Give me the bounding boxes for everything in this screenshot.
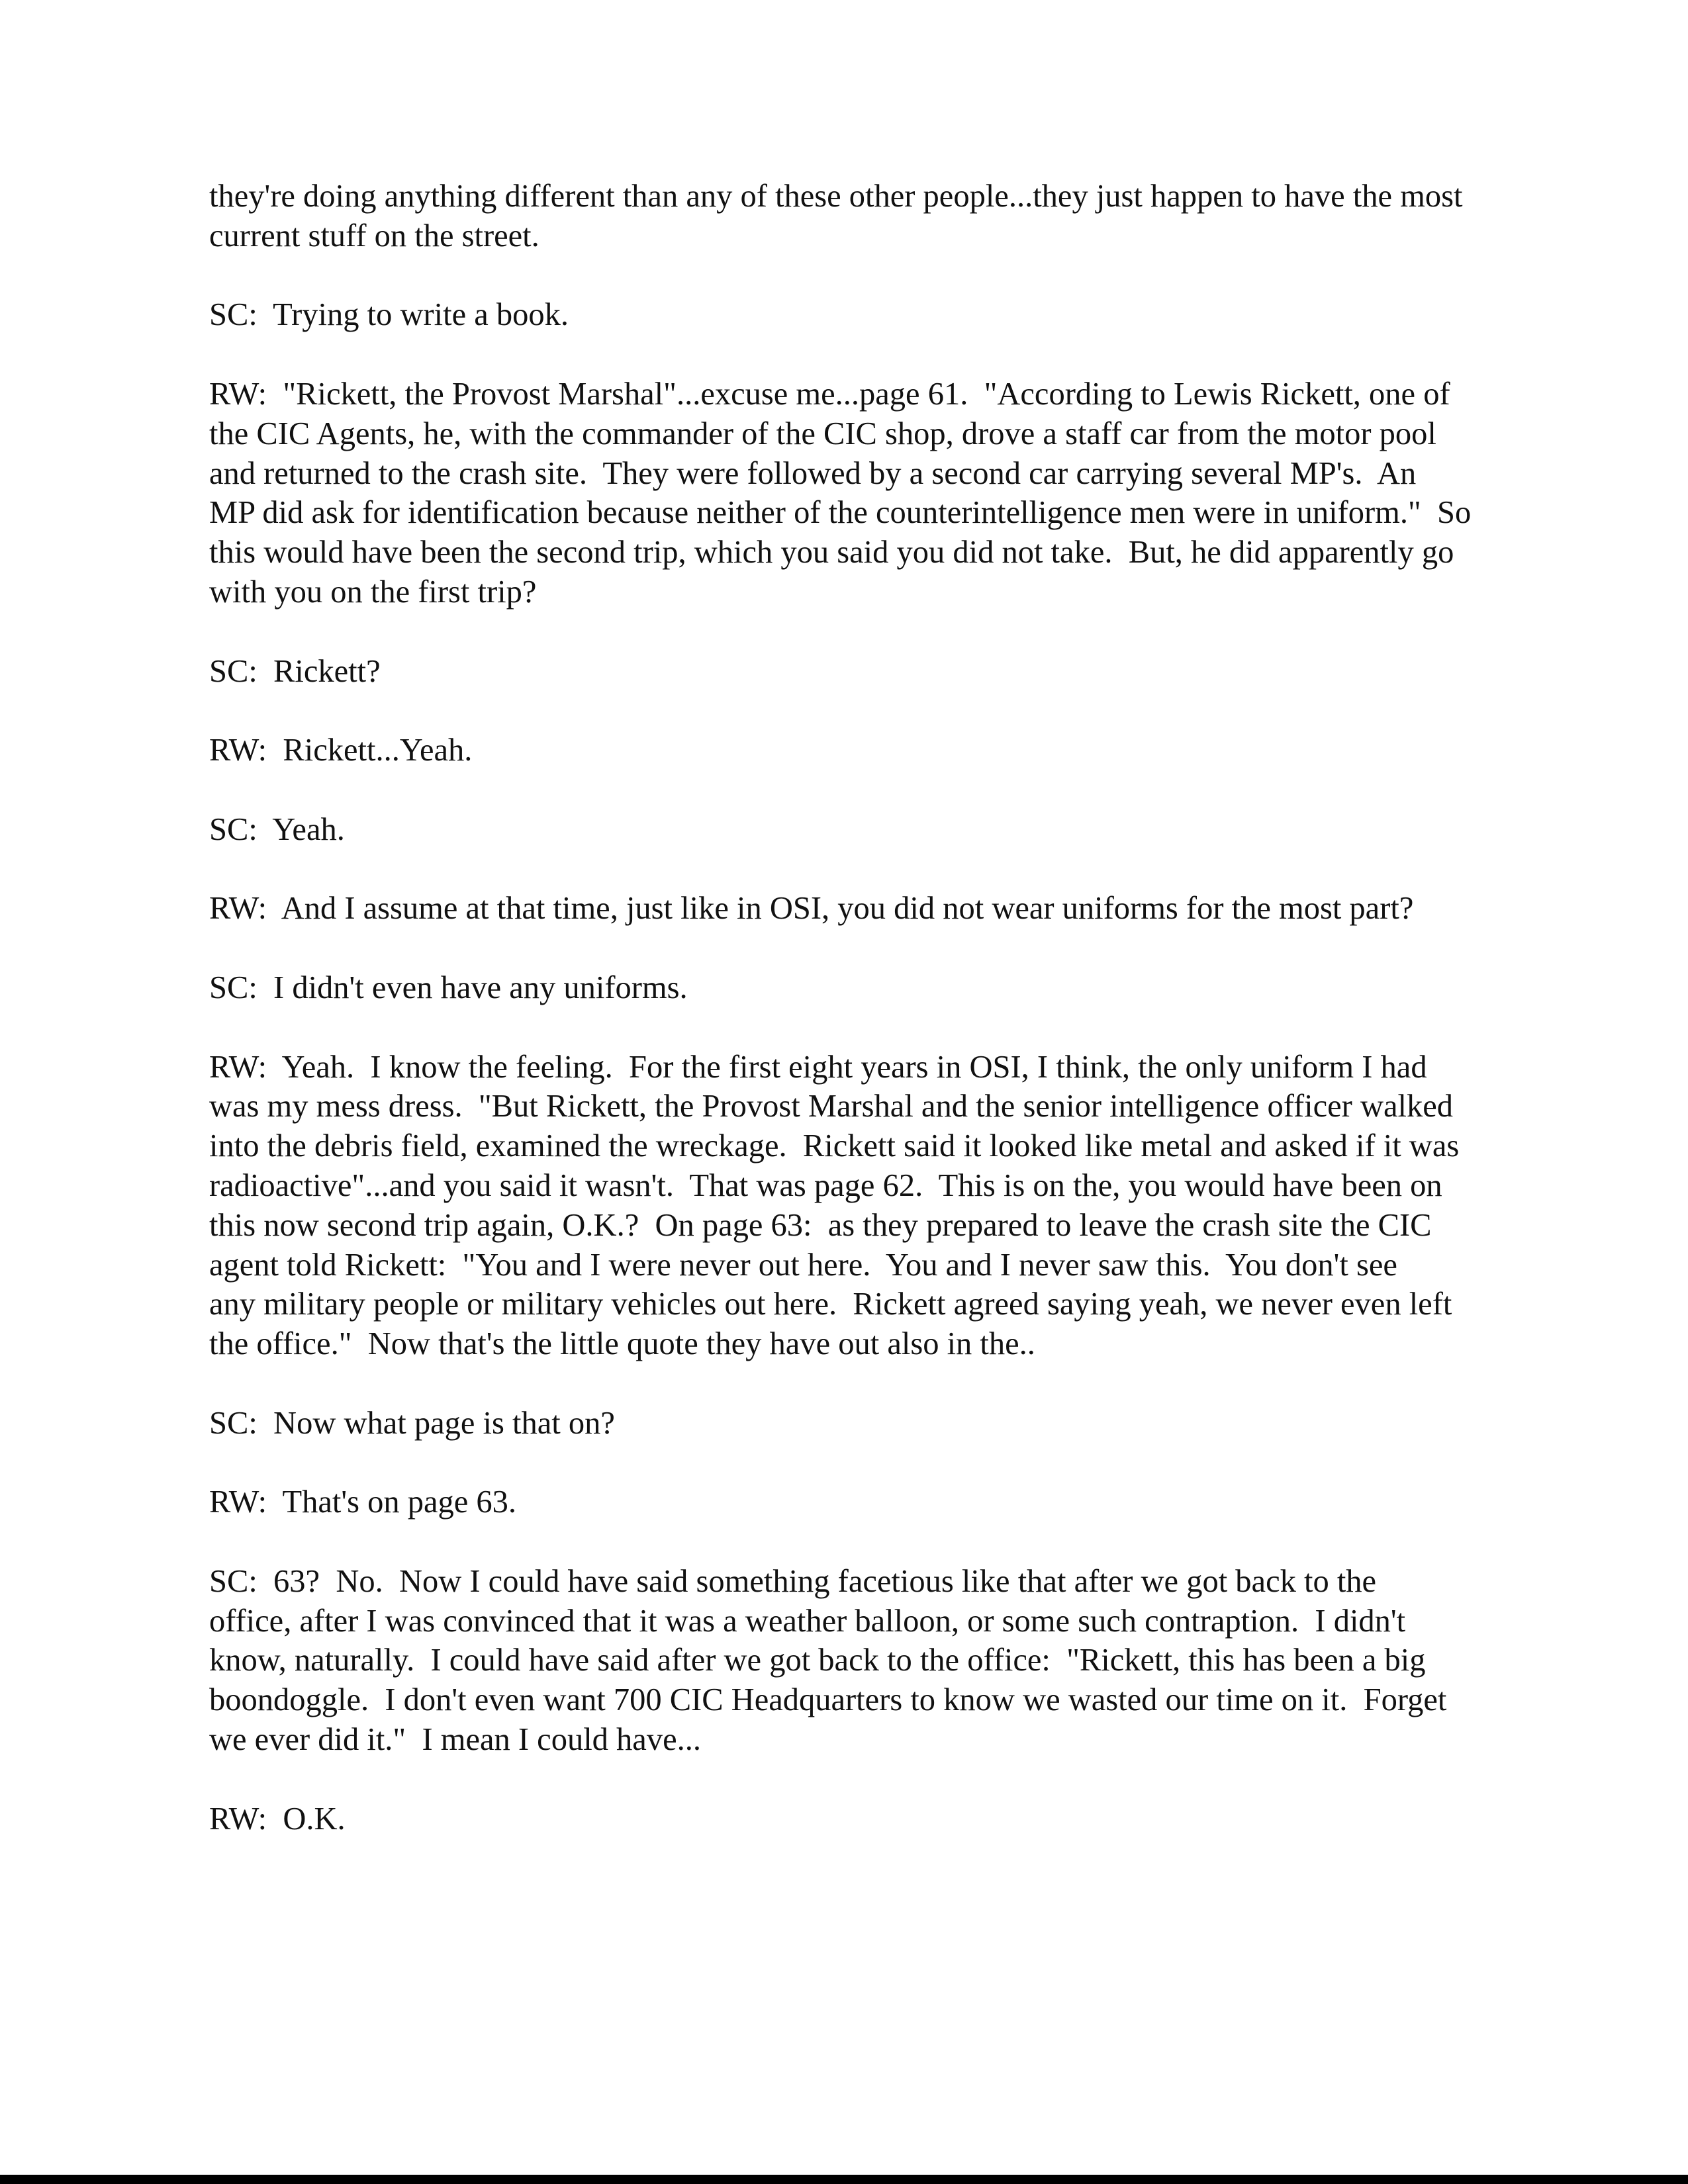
transcript-paragraph [209, 1482, 1533, 1522]
text-line: and returned to the crash site. They were followed by a second car carrying several MP's. An [209, 455, 1417, 491]
transcript-paragraph [209, 810, 1533, 850]
text-line: SC: Trying to write a book. [209, 297, 569, 333]
transcript-paragraph [209, 295, 1533, 335]
transcript-paragraph [209, 1048, 1533, 1364]
text-line: RW: Rickett...Yeah. [209, 733, 473, 768]
text-line: MP did ask for identification because neither of the counterintelligence men were in uniform." So [209, 495, 1472, 531]
scan-edge-bar [0, 2175, 1688, 2184]
text-line: into the debris field, examined the wreckage. Rickett said it looked like metal and asked if it was [209, 1128, 1460, 1164]
transcript-paragraph [209, 1562, 1533, 1760]
text-line: we ever did it." I mean I could have... [209, 1722, 701, 1758]
transcript-paragraph [209, 889, 1533, 929]
text-line: SC: Rickett? [209, 653, 381, 689]
transcript-paragraph [209, 652, 1533, 692]
text-line: RW: And I assume at that time, just like in OSI, you did not wear uniforms for the most part? [209, 891, 1414, 927]
transcript-paragraph [209, 1404, 1533, 1443]
text-line: radioactive"...and you said it wasn't. That was page 62. This is on the, you would have been on [209, 1167, 1442, 1203]
text-line: SC: Yeah. [209, 811, 345, 847]
transcript-paragraph [209, 177, 1533, 256]
text-line: the CIC Agents, he, with the commander of the CIC shop, drove a staff car from the motor pool [209, 416, 1436, 451]
text-line: RW: That's on page 63. [209, 1484, 517, 1520]
transcript-paragraph [209, 731, 1533, 770]
text-line: RW: Yeah. I know the feeling. For the first eight years in OSI, I think, the only uniform I had [209, 1049, 1427, 1085]
text-line: they're doing anything different than any of these other people...they just happen to have the most [209, 179, 1463, 214]
text-line: any military people or military vehicles out here. Rickett agreed saying yeah, we never even left [209, 1287, 1452, 1322]
text-line: RW: O.K. [209, 1801, 346, 1837]
text-line: the office." Now that's the little quote they have out also in the.. [209, 1326, 1035, 1362]
text-line: know, naturally. I could have said after we got back to the office: "Rickett, this has been a big [209, 1643, 1426, 1678]
text-line: SC: 63? No. Now I could have said something facetious like that after we got back to the [209, 1563, 1377, 1599]
transcript-paragraph [209, 968, 1533, 1008]
text-line: office, after I was convinced that it was a weather balloon, or some such contraption. I didn't [209, 1603, 1406, 1639]
transcript-paragraph [209, 1799, 1533, 1839]
text-line: agent told Rickett: "You and I were never out here. You and I never saw this. You don't see [209, 1247, 1397, 1283]
text-line: was my mess dress. "But Rickett, the Provost Marshal and the senior intelligence officer walked [209, 1089, 1453, 1124]
text-line: with you on the first trip? [209, 574, 537, 610]
text-line: RW: "Rickett, the Provost Marshal"...excuse me...page 61. "According to Lewis Rickett, one of [209, 376, 1450, 412]
text-line: this would have been the second trip, which you said you did not take. But, he did apparently go [209, 535, 1454, 570]
text-line: SC: I didn't even have any uniforms. [209, 970, 688, 1005]
text-line: SC: Now what page is that on? [209, 1405, 615, 1441]
text-line: boondoggle. I don't even want 700 CIC Headquarters to know we wasted our time on it. Forget [209, 1682, 1447, 1718]
text-line: current stuff on the street. [209, 218, 539, 253]
text-line: this now second trip again, O.K.? On page 63: as they prepared to leave the crash site the CIC [209, 1207, 1432, 1243]
transcript-page [209, 177, 1533, 1878]
transcript-paragraph [209, 375, 1533, 612]
